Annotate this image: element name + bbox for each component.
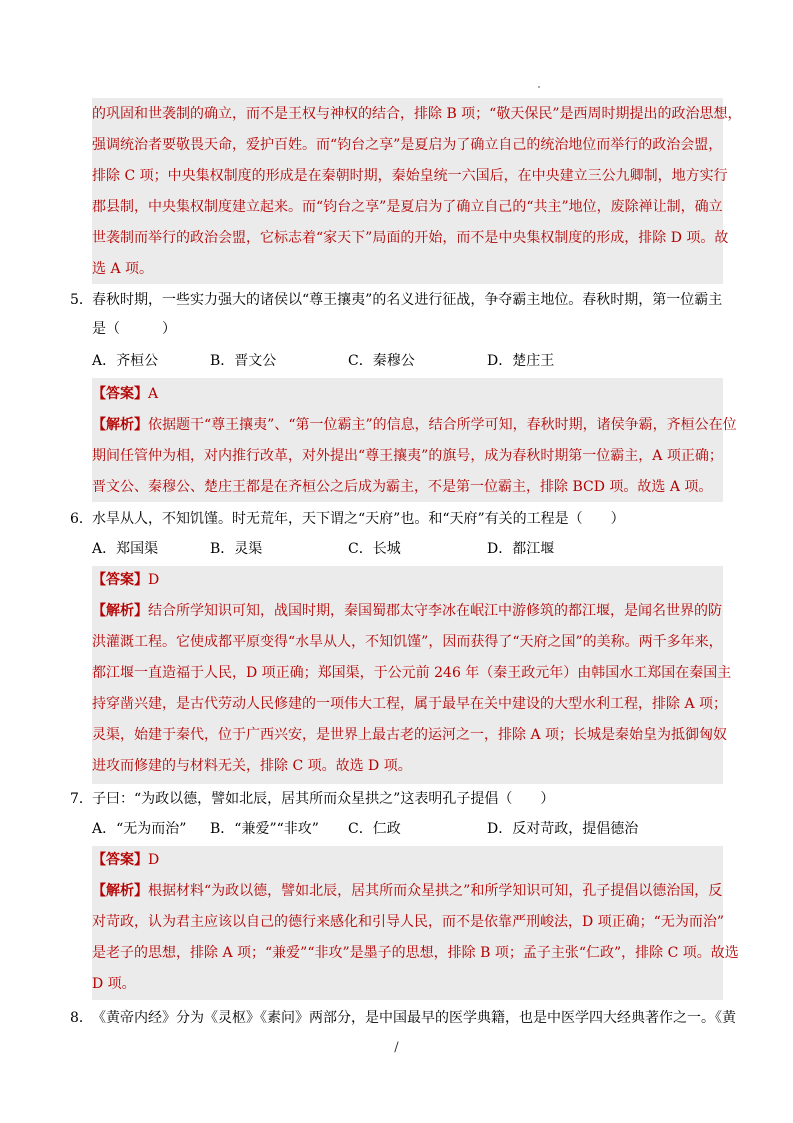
q6-answer-block [92,566,732,784]
analysis-line: 洪灌溉工程。它使成都平原变得“水旱从人，不知饥馑”，因而获得了“天府之国”的美称。两千多年来， [92,634,723,650]
analysis-line: 世袭制而举行的政治会盟，它标志着“家天下”局面的开始，而不是中央集权制度的形成，排除 D 项。故 [92,230,729,246]
answer-line [92,568,159,592]
page-footer: / [394,1040,399,1055]
option-a: A．“无为而治” [92,821,187,837]
analysis-line: 都江堰一直造福于人民，D 项正确；郑国渠，于公元前 246 年（秦王政元年）由韩国水工郑国在秦国主 [92,665,732,681]
analysis-line: 选 A 项。 [92,261,154,277]
answer-line [92,848,159,872]
analysis-text: 根据材料“为政以德，譬如北辰，居其所而众星拱之”和所学知识可知，孔子提倡以德治国，反 [148,883,723,899]
question-number: 6． [70,511,93,527]
analysis-line: 是老子的思想，排除 A 项；“兼爱”“非攻”是墨子的思想，排除 B 项；孟子主张“仁政”，排除 C 项。故选 [92,945,739,961]
option-d: D．都江堰 [487,541,555,557]
question-stem: 春秋时期，一些实力强大的诸侯以“尊王攘夷”的名义进行征战，争夺霸主地位。春秋时期，第一位霸主 [92,292,723,308]
question-stem: 水旱从人，不知饥馑。时无荒年，天下谓之“天府”也。和“天府”有关的工程是（ ） [92,511,625,527]
scan-dot [538,86,540,88]
option-b: B．晋文公 [210,353,277,369]
analysis-line: 郡县制，中央集权制度建立起来。而“钧台之享”是夏启为了确立自己的“共主”地位，废除禅让制，确立 [92,199,723,215]
option-d: D．反对苛政，提倡德治 [487,821,639,837]
option-b: B．灵渠 [210,541,263,557]
analysis-line: 晋文公、秦穆公、楚庄王都是在齐桓公之后成为霸主，不是第一位霸主，排除 BCD 项。故选 A 项。 [92,479,713,495]
answer-label: 【答案】 [92,386,148,402]
analysis-text: 依据题干“尊王攘夷”、“第一位霸主”的信息，结合所学可知，春秋时期，诸侯争霸，齐桓公在位 [148,417,737,433]
question-number: 7． [70,791,93,807]
analysis-label: 【解析】 [92,417,148,433]
answer-value: D [148,572,160,588]
analysis-line: 的巩固和世袭制的确立，而不是王权与神权的结合，排除 B 项；“敬天保民”是西周时期提出的政治思想， [92,106,742,122]
option-a: A．齐桓公 [92,353,159,369]
question-stem: 子曰：“为政以德，譬如北辰，居其所而众星拱之”这表明孔子提倡（ ） [92,791,555,807]
q5-answer-block [92,378,737,502]
option-c: C．秦穆公 [348,353,415,369]
question-number: 5． [70,292,93,308]
analysis-line [92,879,722,903]
analysis-line: 排除 C 项；中央集权制度的形成是在秦朝时期，秦始皇统一六国后，在中央建立三公九卿制，地方实行 [92,168,728,184]
analysis-label: 【解析】 [92,883,148,899]
analysis-line: 期间任管仲为相，对内推行改革，对外提出“尊王攘夷”的旗号，成为春秋时期第一位霸主，A 项正确； [92,448,723,464]
analysis-line: 灵渠，始建于秦代，位于广西兴安，是世界上最古老的运河之一，排除 A 项；长城是秦始皇为抵御匈奴 [92,727,728,743]
option-a: A．郑国渠 [92,541,159,557]
analysis-line: 强调统治者要敬畏天命，爱护百姓。而“钧台之享”是夏启为了确立自己的统治地位而举行的政治会盟， [92,137,723,153]
analysis-text: 结合所学知识可知，战国时期，秦国蜀郡太守李冰在岷江中游修筑的都江堰，是闻名世界的防 [148,603,722,619]
question-stem: 是（ ） [92,321,176,337]
option-b: B．“兼爱”“非攻” [210,821,319,837]
answer-line [92,382,158,406]
analysis-line [92,599,722,623]
analysis-line: D 项。 [92,976,136,992]
answer-label: 【答案】 [92,852,148,868]
analysis-line [92,413,737,437]
answer-label: 【答案】 [92,572,148,588]
analysis-line: 进攻而修建的与材料无关，排除 C 项。故选 D 项。 [92,758,412,774]
question-number: 8． [70,1010,93,1026]
analysis-line: 对苛政，认为君主应该以自己的德行来感化和引导人民，而不是依靠严刑峻法，D 项正确；“无为而治” [92,914,724,930]
question-stem: 《黄帝内经》分为《灵枢》《素问》两部分，是中国最早的医学典籍，也是中医学四大经典著作之一。《黄 [92,1010,736,1026]
q4-analysis-continuation [92,98,742,284]
answer-value: D [148,852,160,868]
q7-answer-block [92,846,739,1000]
answer-value: A [148,386,159,402]
option-c: C．仁政 [348,821,401,837]
option-c: C．长城 [348,541,401,557]
analysis-line: 持穿凿兴建，是古代劳动人民修建的一项伟大工程，属于最早在关中建设的大型水利工程，排除 A 项； [92,696,728,712]
option-d: D．楚庄王 [487,353,555,369]
analysis-label: 【解析】 [92,603,148,619]
